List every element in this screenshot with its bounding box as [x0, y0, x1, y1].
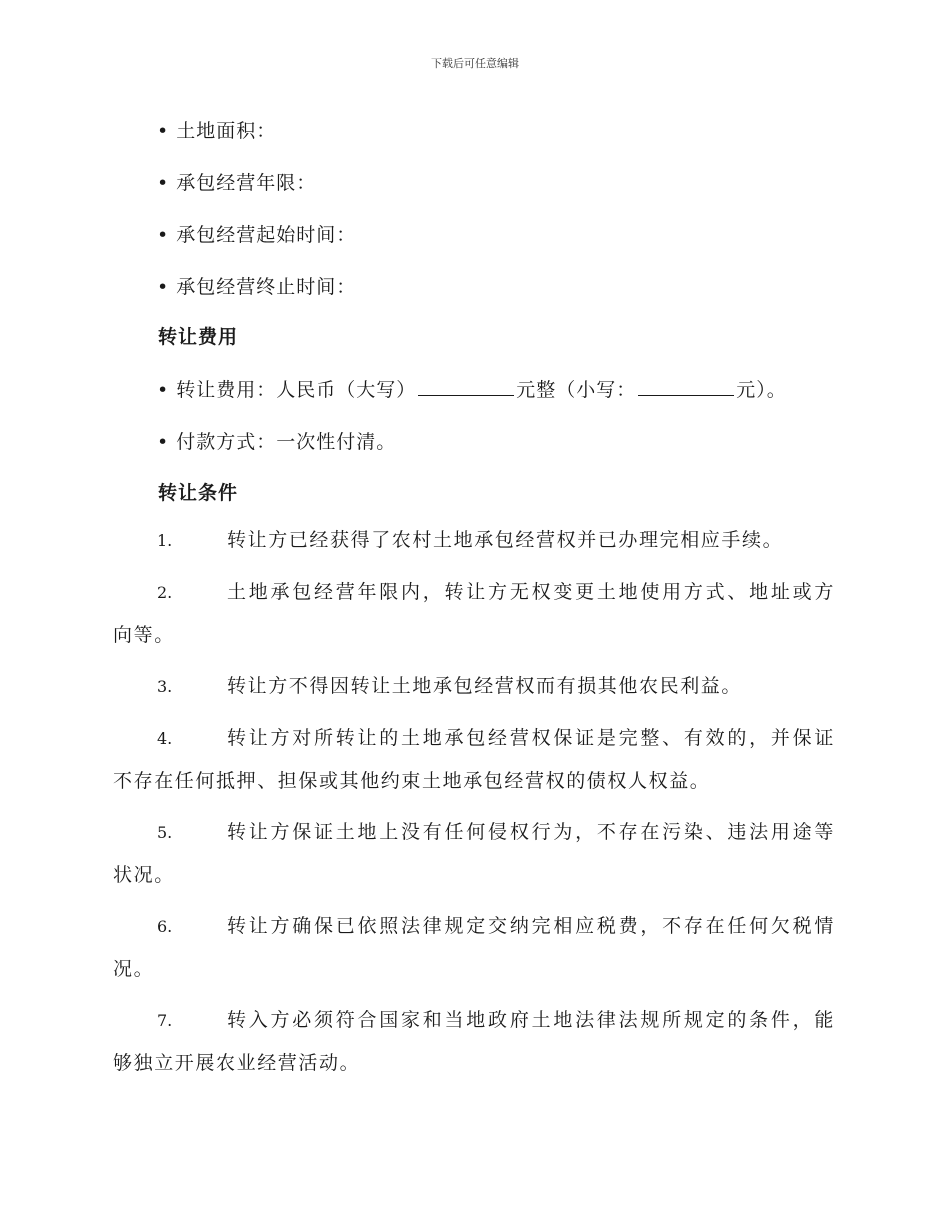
conditions-section-title: 转让条件	[158, 482, 239, 504]
condition-number: 1.	[157, 531, 173, 550]
fee-line: • 转让费用：人民币（大写） 元整（小写： 元）。	[157, 379, 787, 401]
condition-item-3	[113, 665, 835, 708]
condition-number: 6.	[157, 917, 173, 936]
fee-uppercase-blank[interactable]	[418, 377, 514, 396]
condition-text-continued: 不存在任何抵押、担保或其他约束土地承包经营权的债权人权益。	[113, 770, 711, 792]
condition-number: 2.	[157, 583, 173, 602]
condition-number: 7.	[157, 1011, 173, 1030]
condition-text-continued: 够独立开展农业经营活动。	[113, 1052, 361, 1074]
condition-number: 4.	[157, 729, 173, 748]
condition-text: 转让方不得因转让土地承包经营权而有损其他农民利益。	[227, 675, 743, 697]
condition-text-continued: 向等。	[113, 624, 175, 646]
payment-line: • 付款方式：一次性付清。	[157, 431, 397, 453]
condition-text: 转入方必须符合国家和当地政府土地法律法规所规定的条件，能	[227, 1009, 835, 1031]
land-info-term-label: 承包经营年限：	[176, 172, 317, 194]
condition-text: 土地承包经营年限内，转让方无权变更土地使用方式、地址或方	[227, 581, 835, 603]
condition-item-2	[113, 571, 835, 657]
condition-item-4	[113, 717, 835, 803]
land-info-area: • 土地面积：	[157, 120, 277, 142]
condition-text-continued: 况。	[113, 958, 155, 980]
condition-text: 转让方保证土地上没有任何侵权行为，不存在污染、违法用途等	[227, 821, 835, 843]
condition-text: 转让方已经获得了农村土地承包经营权并已办理完相应手续。	[227, 529, 784, 551]
condition-number: 3.	[157, 677, 173, 696]
land-info-end: • 承包经营终止时间：	[157, 276, 357, 298]
condition-text-continued: 状况。	[113, 864, 175, 886]
condition-item-6	[113, 905, 835, 991]
condition-number: 5.	[157, 823, 173, 842]
land-info-term: • 承包经营年限：	[157, 172, 317, 194]
land-info-start-label: 承包经营起始时间：	[176, 224, 357, 246]
fee-mid: 元整（小写：	[516, 379, 637, 401]
fee-prefix: 转让费用：人民币（大写）	[176, 379, 417, 401]
payment-text: 付款方式：一次性付清。	[176, 431, 397, 453]
fee-suffix: 元）。	[736, 379, 787, 401]
land-info-area-label: 土地面积：	[176, 120, 277, 142]
land-info-start: • 承包经营起始时间：	[157, 224, 357, 246]
condition-item-1	[113, 519, 835, 562]
condition-item-7	[113, 999, 835, 1085]
land-info-end-label: 承包经营终止时间：	[176, 276, 357, 298]
fee-lowercase-blank[interactable]	[638, 377, 734, 396]
condition-item-5	[113, 811, 835, 897]
fee-section-title: 转让费用	[158, 326, 239, 348]
condition-text: 转让方确保已依照法律规定交纳完相应税费，不存在任何欠税情	[227, 915, 835, 937]
page-header: 下载后可任意编辑	[431, 57, 519, 70]
condition-text: 转让方对所转让的土地承包经营权保证是完整、有效的，并保证	[227, 727, 835, 749]
